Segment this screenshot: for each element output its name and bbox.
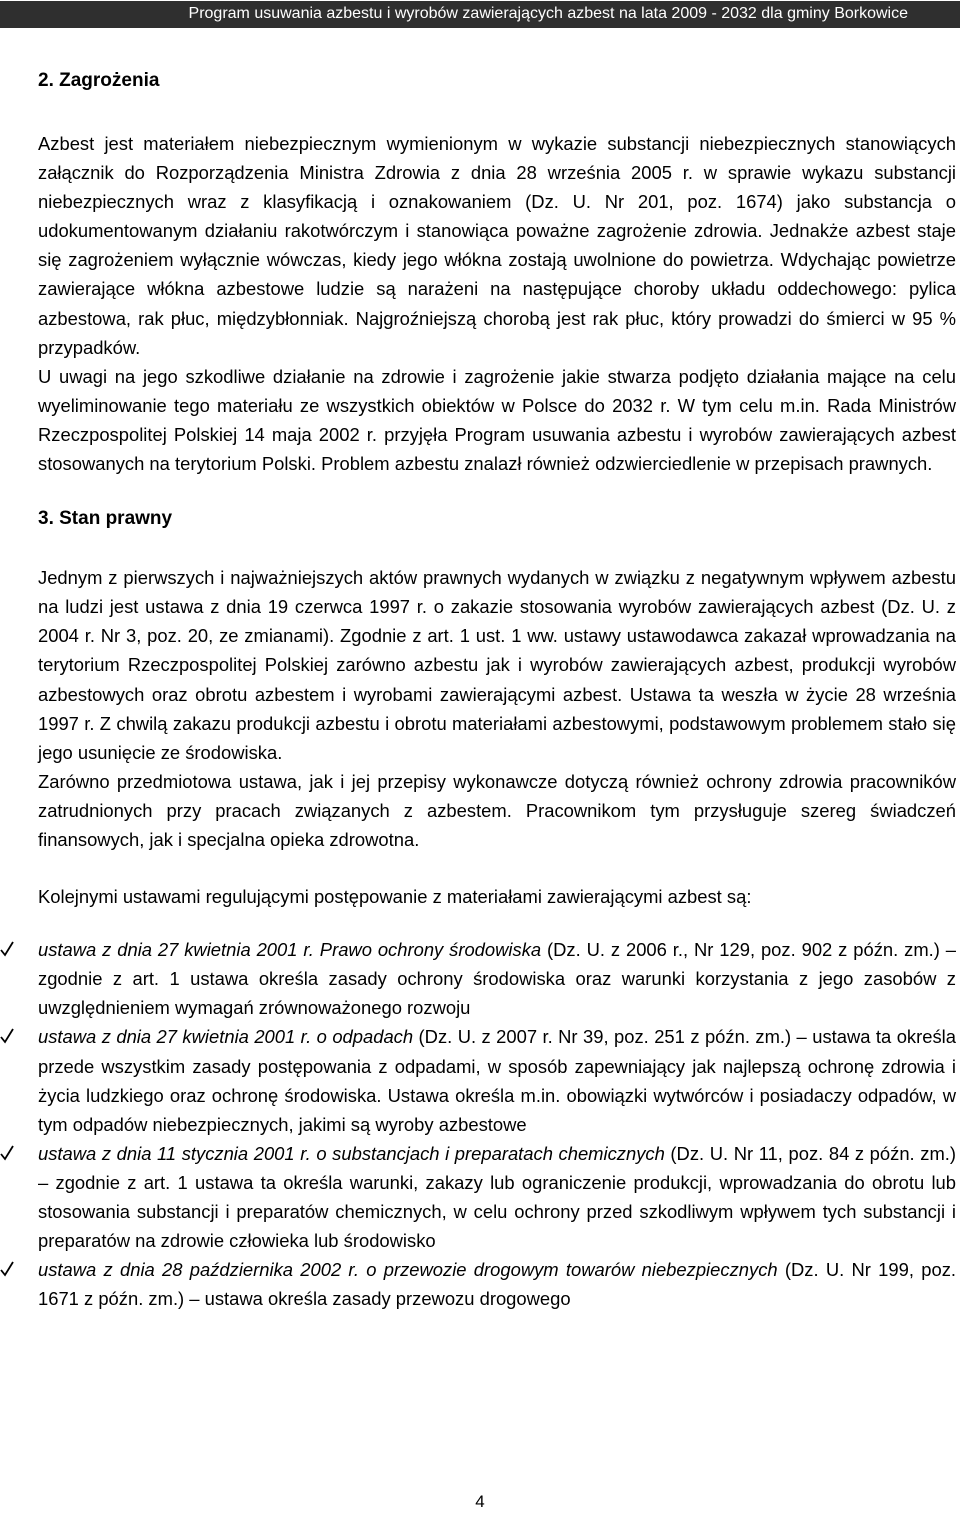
act-description: (Dz. U. z 2006 r., Nr 129, poz. 902 z późn. zm.) – zgodnie z art. 1 ustawa określa zasady ochrony środowiska oraz warunki korzystania z jego zasobów z uwzględnieniem wymagań zrównoważonego rozwoju bbox=[38, 939, 956, 1019]
act-title: ustawa z dnia 27 kwietnia 2001 r. o odpadach bbox=[38, 1026, 414, 1048]
paragraph-asbestos-ban-act: Jednym z pierwszych i najważniejszych aktów prawnych wydanych w związku z negatywnym wpływem azbestu na ludzi jest ustawa z dnia 19 czerwca 1997 r. o zakazie stosowania wyrobów zawierających azbest (Dz. U. z 2004 r. Nr 3, poz. 20, ze zmianami). Zgodnie z art. 1 ust. 1 ww. ustawy ustawodawca zakazał wprowadzania na terytorium Rzeczpospolitej Polskiej zarówno azbestu jak i wyrobów zawierających azbest, produkcji wyrobów azbestowych oraz obrotu azbestem i wyrobami zawierającymi azbest. Ustawa ta weszła w życie 28 września 1997 r. Z chwilą zakazu produkcji azbestu i obrotu materiałami azbestowymi, podstawowym problemem stało się jego usunięcie ze środowiska. bbox=[38, 567, 956, 763]
paragraph-asbestos-hazard: Azbest jest materiałem niebezpiecznym wymienionym w wykazie substancji niebezpiecznych stanowiących załącznik do Rozporządzenia Ministra Zdrowia z dnia 28 września 2005 r. w sprawie wykazu substancji niebezpiecznych wraz z klasyfikacją i oznakowaniem (Dz. U. Nr 201, poz. 1674) jako substancja o udokumentowanym działaniu rakotwórczym i stanowiąca poważne zagrożenie zdrowia. Jednakże azbest staje się zagrożeniem wyłącznie wówczas, kiedy jego włókna zostają uwolnione do powietrza. Wdychając powietrze zawierające włókna azbestowe ludzie są narażeni na następujące choroby układu oddechowego: pylica azbestowa, rak płuc, międzybłonniak. Najgroźniejszą chorobą jest rak płuc, który prowadzi do śmierci w 95 % przypadków. bbox=[38, 133, 956, 358]
act-description: (Dz. U. z 2007 r. Nr 39, poz. 251 z późn. zm.) – ustawa ta określa przede wszystkim zasady postępowania z odpadami, w sposób zapewniający jak najlepszą ochronę zdrowia i życia ludzkiego oraz ochronę środowiska. Ustawa określa m.in. obowiązki wytwórców i posiadaczy odpadów, w tym odpadów niebezpiecznych, jakimi są wyroby azbestowe bbox=[38, 1026, 956, 1135]
checkmark-icon bbox=[0, 1255, 20, 1284]
section-heading-legal-status: 3. Stan prawny bbox=[38, 508, 173, 530]
checkmark-icon bbox=[0, 1022, 20, 1051]
list-item bbox=[38, 1022, 956, 1138]
list-item bbox=[38, 1139, 956, 1255]
act-title: ustawa z dnia 28 października 2002 r. o przewozie drogowym towarów niebezpiecznych bbox=[38, 1259, 778, 1281]
checkmark-icon bbox=[0, 1139, 20, 1168]
paragraph-worker-protection: Zarówno przedmiotowa ustawa, jak i jej przepisy wykonawcze dotyczą również ochrony zdrowia pracowników zatrudnionych przy pracach związanych z azbestem. Pracownikom tym przysługuje szereg świadczeń finansowych, jak i specjalna opieka zdrowotna. bbox=[38, 770, 956, 850]
running-header: Program usuwania azbestu i wyrobów zawierających azbest na lata 2009 - 2032 dla gminy Borkowice bbox=[0, 1, 960, 28]
act-description: (Dz. U. Nr 199, poz. 1671 z późn. zm.) – ustawa określa zasady przewozu drogowego bbox=[38, 1259, 957, 1310]
act-description: (Dz. U. Nr 11, poz. 84 z późn. zm.) – zgodnie z art. 1 ustawa ta określa warunki, zakazy lub ograniczenie produkcji, wprowadzania do obrotu lub stosowania substancji i preparatów chemicznych, w celu ochrony przed szkodliwym wpływem tych substancji i preparatów na zdrowie człowieka lub środowisko bbox=[38, 1142, 957, 1252]
section-heading-threats: 2. Zagrożenia bbox=[38, 70, 160, 91]
page-number: 4 bbox=[475, 1492, 485, 1511]
paragraph-list-intro: Kolejnymi ustawami regulującymi postępowanie z materiałami zawierającymi azbest są: bbox=[38, 886, 752, 908]
paragraph-removal-program: U uwagi na jego szkodliwe działanie na zdrowie i zagrożenie jakie stwarza podjęto działania mające na celu wyeliminowanie tego materiału ze wszystkich obiektów w Polsce do 2032 r. W tym celu m.in. Rada Ministrów Rzeczpospolitej Polskiej 14 maja 2002 r. przyjęła Program usuwania azbestu i wyrobów zawierających azbest stosowanych na terytorium Polski. Problem azbestu znalazł również odzwierciedlenie w przepisach prawnych. bbox=[38, 365, 956, 475]
act-title: ustawa z dnia 27 kwietnia 2001 r. Prawo ochrony środowiska bbox=[38, 939, 542, 961]
checkmark-icon bbox=[0, 935, 20, 964]
act-title: ustawa z dnia 11 stycznia 2001 r. o substancjach i preparatach chemicznych bbox=[38, 1142, 665, 1164]
legal-acts-list bbox=[38, 935, 956, 1313]
list-item bbox=[38, 935, 956, 1022]
list-item bbox=[38, 1255, 956, 1313]
document-body bbox=[38, 66, 956, 1313]
